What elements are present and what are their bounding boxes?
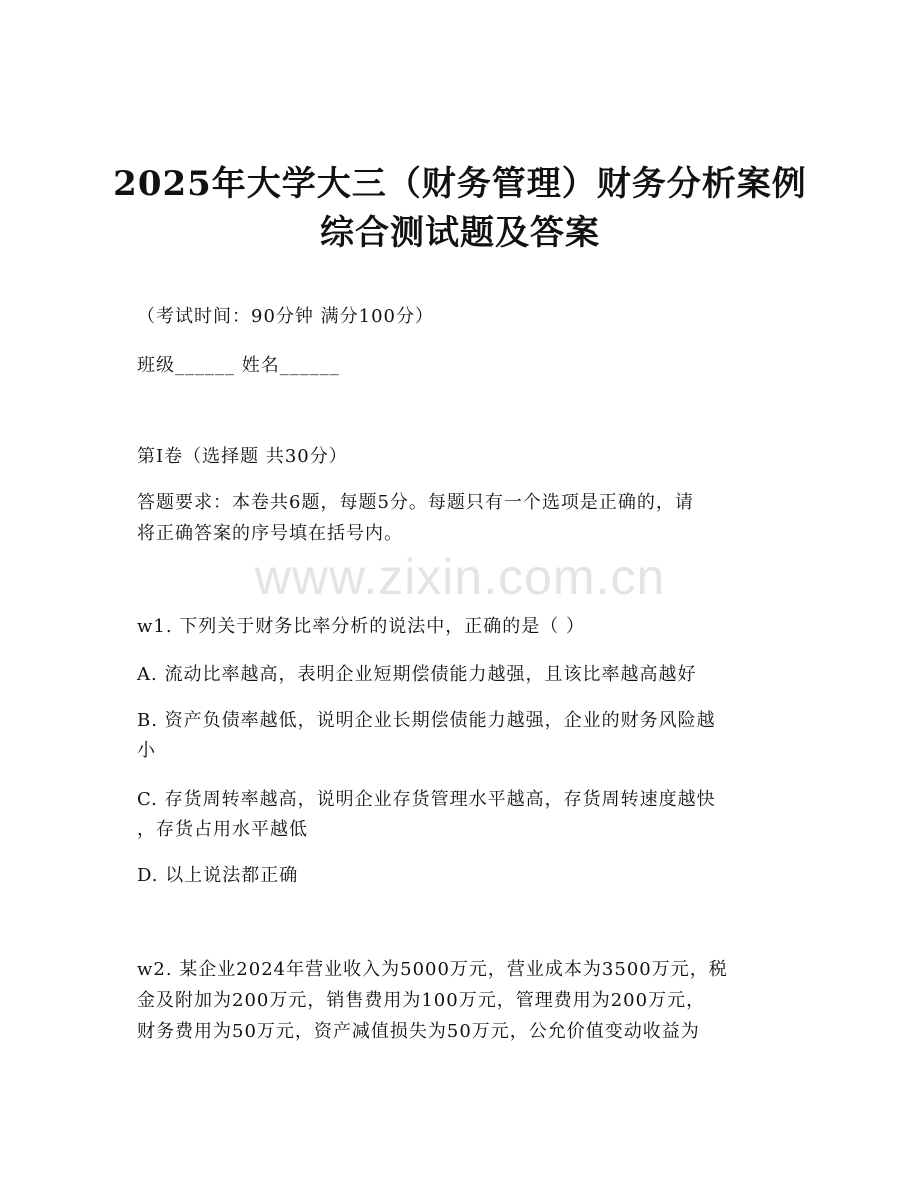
question-1-option-d: D. 以上说法都正确 (137, 865, 299, 886)
question-1-option-b-line-1: B. 资产负债率越低，说明企业长期偿债能力越强，企业的财务风险越 (137, 710, 716, 731)
instruction-line-2: 将正确答案的序号填在括号内。 (137, 523, 403, 544)
question-2-line-2: 金及附加为200万元，销售费用为100万元，管理费用为200万元， (137, 990, 706, 1011)
document-title-line-1: 2025年大学大三（财务管理）财务分析案例 (113, 164, 807, 204)
class-name-fields: 班级______ 姓名______ (137, 355, 340, 376)
question-2-line-3: 财务费用为50万元，资产减值损失为50万元，公允价值变动收益为 (137, 1021, 700, 1042)
section-title: 第I卷（选择题 共30分） (137, 446, 348, 467)
question-1-option-b-line-2: 小 (137, 740, 156, 761)
watermark: www.zixin.com.cn (254, 549, 666, 605)
exam-info: （考试时间：90分钟 满分100分） (137, 306, 434, 327)
question-1-option-a: A. 流动比率越高，表明企业短期偿债能力越强，且该比率越高越好 (137, 664, 697, 685)
document-title-line-2: 综合测试题及答案 (320, 213, 600, 253)
question-1-option-c-line-1: C. 存货周转率越高，说明企业存货管理水平越高，存货周转速度越快 (137, 789, 716, 810)
instruction-line-1: 答题要求：本卷共6题，每题5分。每题只有一个选项是正确的，请 (137, 492, 694, 513)
question-1-stem: w1. 下列关于财务比率分析的说法中，正确的是（ ） (137, 616, 586, 637)
question-1-option-c-line-2: ，存货占用水平越低 (137, 819, 308, 840)
question-2-line-1: w2. 某企业2024年营业收入为5000万元，营业成本为3500万元，税 (137, 959, 728, 980)
